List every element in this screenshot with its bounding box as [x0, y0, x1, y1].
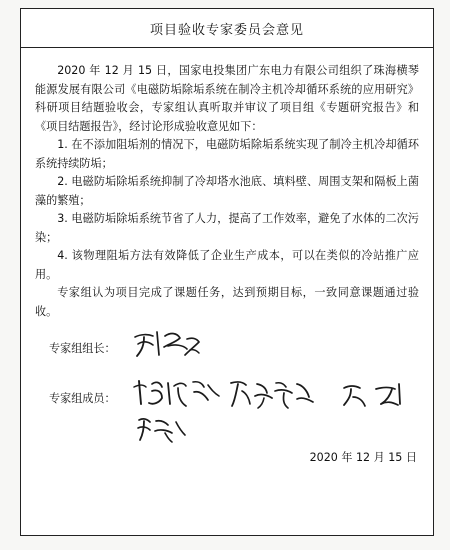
member-signature-4: [132, 414, 190, 444]
member-signature-3: [337, 377, 413, 409]
leader-label: 专家组组长：: [49, 342, 116, 355]
document-body: [21, 48, 433, 321]
signature-date: 2020 年 12 月 15 日: [309, 451, 417, 464]
opinion-item-2: 2. 电磁防垢除垢系统抑制了冷却塔水池底、填料壁、周围支架和隔板上菌藻的繁殖；: [35, 175, 419, 207]
member-signature-2: [227, 375, 319, 413]
opinion-sheet: [20, 8, 434, 536]
members-label: 专家组成员：: [49, 392, 116, 405]
conclusion-paragraph: 专家组认为项目完成了课题任务，达到预期目标，一致同意课题通过验收。: [35, 286, 419, 318]
title-row: [21, 9, 433, 48]
opinion-item-1: 1. 在不添加阻垢剂的情况下，电磁防垢除垢系统实现了制冷主机冷却循环系统持续防垢；: [35, 138, 419, 170]
opinion-item-4: 4. 该物理阻垢方法有效降低了企业生产成本，可以在类似的冷站推广应用。: [35, 249, 419, 281]
opinion-item-3: 3. 电磁防垢除垢系统节省了人力，提高了工作效率，避免了水体的二次污染；: [35, 212, 419, 244]
document-title: 项目验收专家委员会意见: [149, 22, 304, 38]
intro-paragraph: 2020 年 12 月 15 日，国家电投集团广东电力有限公司组织了珠海横琴能源发展有限公司《电磁防垢除垢系统在制冷主机冷却循环系统的应用研究》科研项目结题验收会，专家组认真听取并审议了项目组《专题研究报告》和《项目结题报告》，经讨论形成验收意见如下：: [35, 64, 419, 133]
leader-signature: [129, 327, 207, 361]
member-signature-1: [131, 373, 223, 415]
